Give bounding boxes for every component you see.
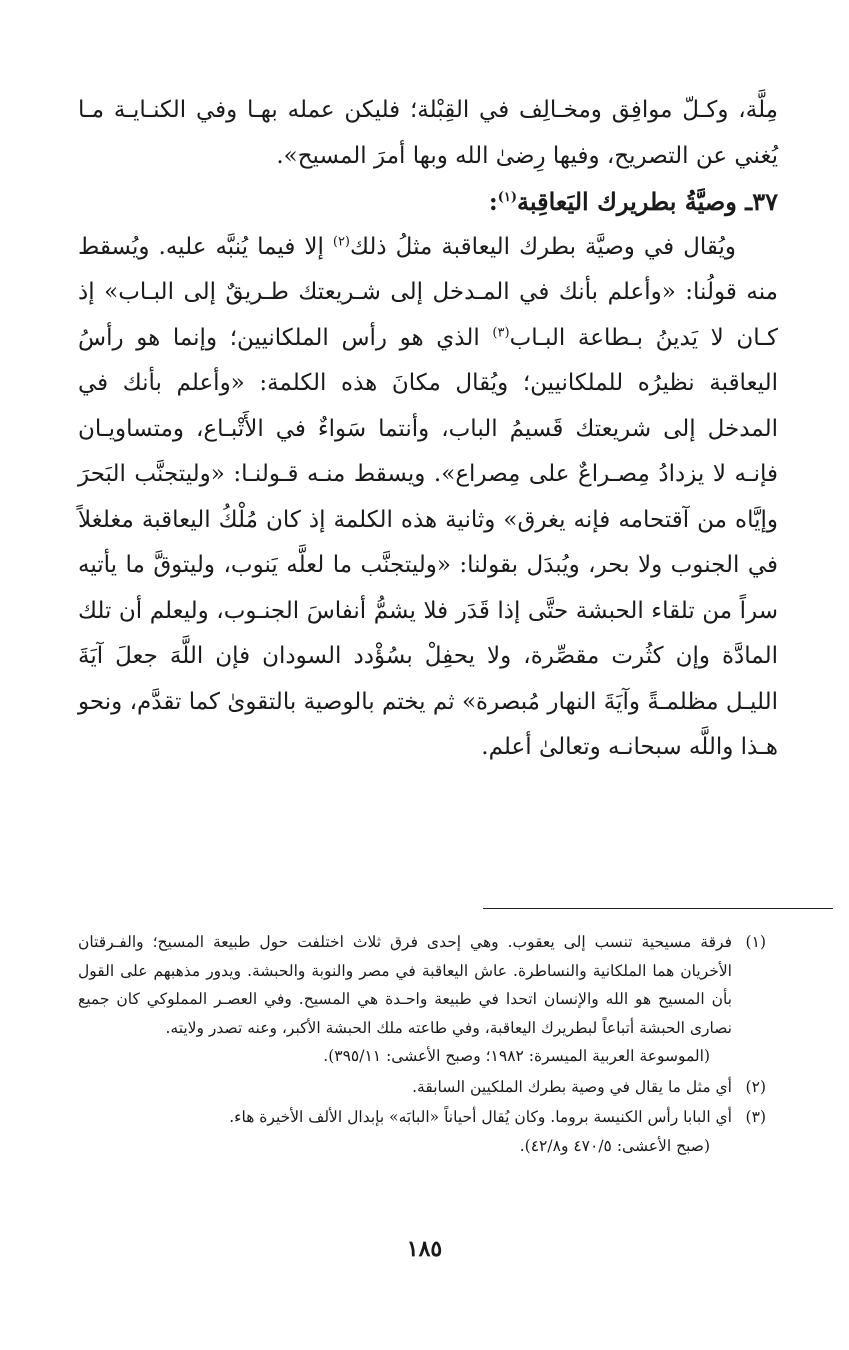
main-text [78,88,778,771]
opening-paragraph: مِلَّة، وكـلّ موافِق ومخـالِف في القِبْلة؛ فليكن عمله بهـا وفي الكنـايـة مـا يُغني عن التصريح، وفيها رِضىٰ الله وبها أمرَ المسيح». [78,97,779,169]
footnotes [78,928,766,1162]
heading-text: ٣٧ـ وصيَّةُ بطريرك اليَعاقِبة [517,187,778,216]
footnote-source: (الموسوعة العربية الميسرة: ١٩٨٢؛ وصبح الأعشى: ٣٩٥/١١). [323,1047,710,1065]
footnote-number: (١) [745,933,766,951]
heading-colon: : [488,187,498,216]
footnote-text: أي البابا رأس الكنيسة بروما. وكان يُقال أحياناً «البابَه» بإبدال الألف الأخيرة هاء. [229,1108,732,1126]
footnote-text: فرقة مسيحية تنسب إلى يعقوب. وهي إحدى فرق ثلاث اختلفت حول طبيعة المسيح؛ والفـرقتان الأخريان هما الملكانية والنساطرة. عاش اليعاقبة في مصر والنوبة والحبشة. ويدور مذهبهم على القول بأن المسيح هو الله والإنسان اتحدا في طبيعة واحـدة هي المسيح. وفي العصـر المملوكي كان جميع نصارى الحبشة أتباعاً لبطريرك اليعاقبة، وفي طاعته ملك الحبشة الأكبر، وعنه تصدر ولايته. [78,933,732,1037]
p1-part2: إلا فيما يُنبَّه عليه. ويُسقط منه قولُنا: «وأعلم بأنك في المـدخل إلى شـريعتك طـريقٌ إلى البـاب» إذ كـان لا يَدينُ بـطاعة البـاب [78,233,778,351]
footnote-number: (٢) [745,1077,766,1096]
footnote-number: (٣) [745,1108,766,1126]
page-number: ١٨٥ [406,1236,443,1262]
footnote-2 [78,1073,766,1102]
footnote-source: (صبح الأعشى: ٤٧٠/٥ و٤٢/٨). [519,1136,710,1155]
p1-part1: ويُقال في وصيَّة بطرك اليعاقبة مثلُ ذلك [350,233,736,260]
heading-footnote-ref[interactable]: (١) [497,190,518,205]
p1-part3: الذي هو رأس الملكانيين؛ وإنما هو رأسُ اليعاقبة نظيرُه للملكانيين؛ ويُقال مكانَ هذه الكلمة: «وأعلم بأنك في المدخل إلى شريعتك قَسيمُ الباب، وأنتما سَواءٌ في الأَتْبـاع، ومتساويـان فإنـه لا يزدادُ مِصـراعٌ على مِصراع». ويسقط منـه قـولنـا: «وليتجنَّب البَحرَ وإيَّاه من آقتحامه فإنه يغرق» وثانية هذه الكلمة إذ كان مُلْكُ اليعاقبة مغلغلاً في الجنوب ولا بحر، ويُبدَل بقولنا: «وليتجنَّب ما لعلَّه يَنوب، وليتوقَّ ما يأتيه سراً من تلقاء الحبشة حتَّى إذا قَدَر فلا يشمُّ أنفاسَ الجنـوب، وليعلم أن تلك المادَّة وإن كثُرت مقصِّرة، ولا يحفِلْ بسُؤْدد السودان فإن اللَّهَ جعلَ آيَةَ الليـل مظلمـةً وآيَةَ النهار مُبصرة» ثم يختم بالوصية بالتقوىٰ كما تقدَّم، ونحو هـذا واللَّه سبحانـه وتعالىٰ أعلم. [78,324,778,760]
body-paragraph [78,225,778,771]
section-heading [78,179,778,225]
footnote-ref-2[interactable]: (٢) [332,233,350,249]
footnote-ref-3[interactable]: (٣) [492,324,510,340]
footnote-text: أي مثل ما يقال في وصية بطرك الملكيين السابقة. [412,1077,732,1096]
footnote-3 [78,1103,766,1160]
footnote-1 [78,928,766,1071]
footnote-divider [483,908,833,909]
